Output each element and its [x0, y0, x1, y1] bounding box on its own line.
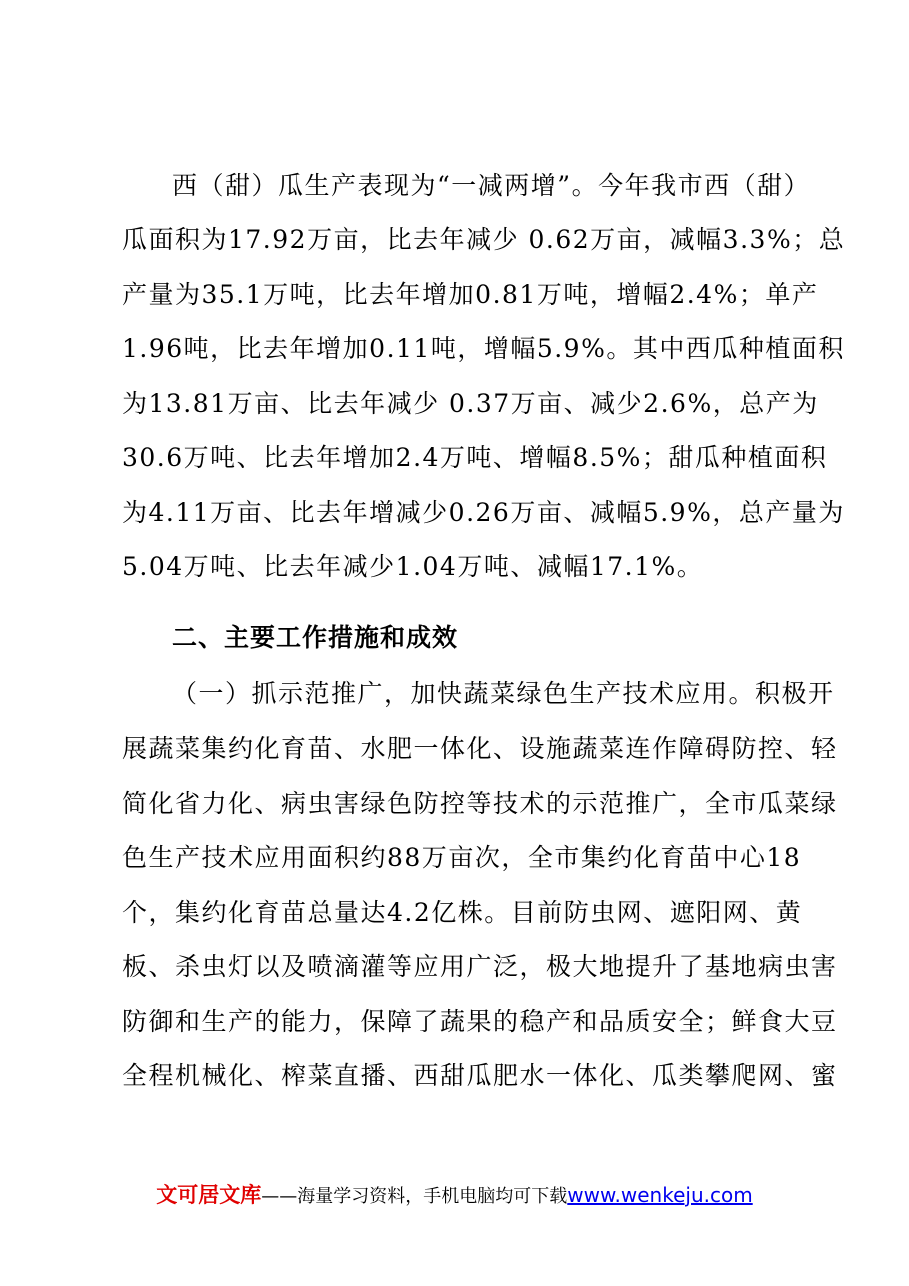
paragraph-line: 全程机械化、榨菜直播、西甜瓜肥水一体化、瓜类攀爬网、蜜	[122, 1061, 838, 1090]
paragraph-line: （一）抓示范推广，加快蔬菜绿色生产技术应用。积极开	[172, 679, 835, 708]
paragraph-line: 瓜面积为17.92万亩，比去年减少 0.62万亩，减幅3.3%；总	[122, 225, 846, 254]
paragraph-line: 为13.81万亩、比去年减少 0.37万亩、减少2.6%，总产为	[122, 389, 819, 418]
footer-slogan: ——海量学习资料，手机电脑均可下载	[261, 1186, 568, 1207]
paragraph-line: 30.6万吨、比去年增加2.4万吨、增幅8.5%；甜瓜种植面积	[122, 443, 828, 472]
paragraph-line: 产量为35.1万吨，比去年增加0.81万吨，增幅2.4%；单产	[122, 280, 819, 309]
footer-brand: 文可居文库	[156, 1183, 262, 1207]
footer-site-link[interactable]: www.wenkeju.com	[567, 1183, 753, 1207]
paragraph-line: 板、杀虫灯以及喷滴灌等应用广泛，极大地提升了基地病虫害	[122, 952, 838, 981]
paragraph-line: 展蔬菜集约化育苗、水肥一体化、设施蔬菜连作障碍防控、轻	[122, 734, 838, 763]
paragraph-line: 简化省力化、病虫害绿色防控等技术的示范推广，全市瓜菜绿	[122, 789, 838, 818]
paragraph-line: 1.96吨，比去年增加0.11吨，增幅5.9%。其中西瓜种植面积	[122, 334, 845, 363]
paragraph-line: 为4.11万亩、比去年增减少0.26万亩、减幅5.9%，总产量为	[122, 498, 845, 527]
paragraph-line: 西（甜）瓜生产表现为“一减两增”。今年我市西（甜）	[172, 171, 811, 200]
section-heading: 二、主要工作措施和成效	[172, 623, 459, 652]
page-footer	[0, 1180, 909, 1212]
paragraph-line: 个，集约化育苗总量达4.2亿株。目前防虫网、遮阳网、黄	[122, 898, 803, 927]
paragraph-line: 防御和生产的能力，保障了蔬果的稳产和品质安全；鲜食大豆	[122, 1007, 838, 1036]
paragraph-line: 色生产技术应用面积约88万亩次，全市集约化育苗中心18	[122, 843, 802, 872]
paragraph-line: 5.04万吨、比去年减少1.04万吨、减幅17.1%。	[122, 552, 704, 581]
